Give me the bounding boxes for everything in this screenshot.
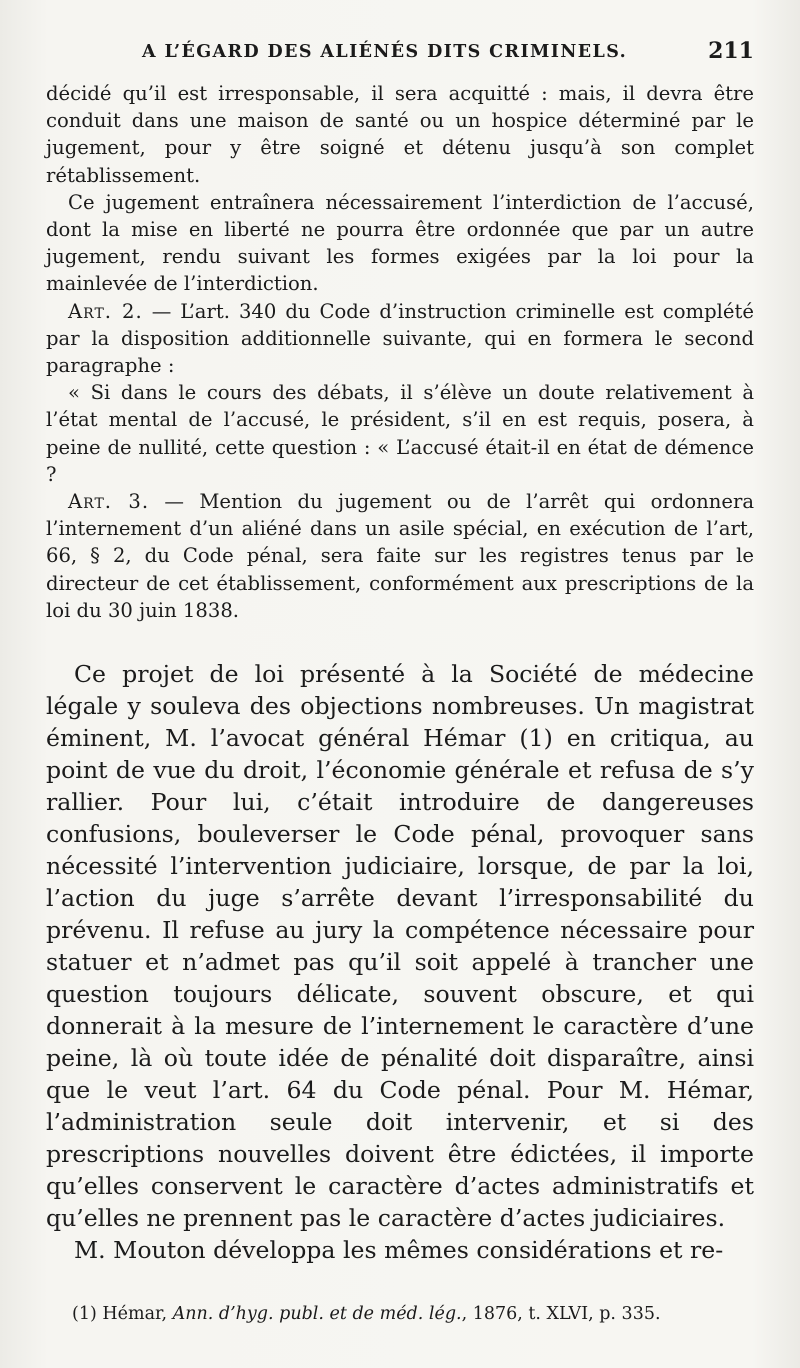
page-number: 211 (708, 38, 754, 64)
footnote-citation: , 1876, t. XLVI, p. 335. (461, 1304, 661, 1324)
article-2-label: Art. 2. (68, 299, 143, 323)
article-paragraph-2: Ce jugement entraînera nécessairement l’interdiction de l’accusé, dont la mise en liberté ne pourra être ordonnée que par un autre jugement, rendu suivant les formes exigées par la loi pour la mainlevée de l’interdiction. (46, 190, 754, 296)
footnote-author: Hémar, (96, 1304, 173, 1324)
article-3-text: — Mention du jugement ou de l’arrêt qui ordonnera l’internement d’un aliéné dans un asile spécial, en exécution de l’art, 66, § 2, du Code pénal, sera faite sur les registres tenus par le directeur de cet établissement, conformément aux prescriptions de la loi du 30 juin 1838. (46, 490, 755, 622)
body-text (46, 658, 754, 1266)
footnote (72, 1302, 754, 1326)
article-2-text: — L’art. 340 du Code d’instruction criminelle est complété par la disposition additionnelle suivante, qui en formera le second paragraphe : (46, 299, 754, 378)
body-paragraph-1: Ce projet de loi présenté à la Société de médecine légale y souleva des objections nombreuses. Un magistrat éminent, M. l’avocat général Hémar (1) en critiqua, au point de vue du droit, l’économie générale et refusa de s’y rallier. Pour lui, c’était introduire de dangereuses confusions, bouleverser le Code pénal, provoquer sans nécessité l’intervention judiciaire, lorsque, de par la loi, l’action du juge s’arrête devant l’irresponsabilité du prévenu. Il refuse au jury la compétence nécessaire pour statuer et n’admet pas qu’il soit appelé à trancher une question toujours délicate, souvent obscure, et qui donnerait à la mesure de l’internement le caractère d’une peine, là où toute idée de pénalité doit disparaître, ainsi que le veut l’art. 64 du Code pénal. Pour M. Hémar, l’administration seule doit intervenir, et si des prescriptions nouvelles doivent être édictées, il importe qu’elles conservent le caractère d’actes administratifs et qu’elles ne prennent pas le caractère d’actes judiciaires. (46, 660, 754, 1232)
page-header (46, 38, 754, 70)
article-paragraph-1: décidé qu’il est irresponsable, il sera acquitté : mais, il devra être conduit dans une maison de santé ou un hospice déterminé par le jugement, pour y être soigné et détenu jusqu’à son complet rétablissement. (46, 82, 754, 187)
article-2-paragraph (46, 298, 754, 380)
footnote-marker: (1) (72, 1304, 97, 1324)
running-head: A L’ÉGARD DES ALIÉNÉS DITS CRIMINELS. (142, 42, 628, 62)
footnote-journal: Ann. d’hyg. publ. et de méd. lég. (172, 1304, 462, 1324)
article-block (46, 80, 754, 624)
article-3-paragraph (46, 488, 754, 624)
body-paragraph-2: M. Mouton développa les mêmes considérations et re- (74, 1236, 724, 1264)
article-3-label: Art. 3. (68, 490, 150, 514)
quoted-paragraph: « Si dans le cours des débats, il s’élève un doute relativement à l’état mental de l’accusé, le président, s’il en est requis, posera, à peine de nullité, cette question : « L’accusé était-il en état de démence ? (46, 381, 754, 486)
